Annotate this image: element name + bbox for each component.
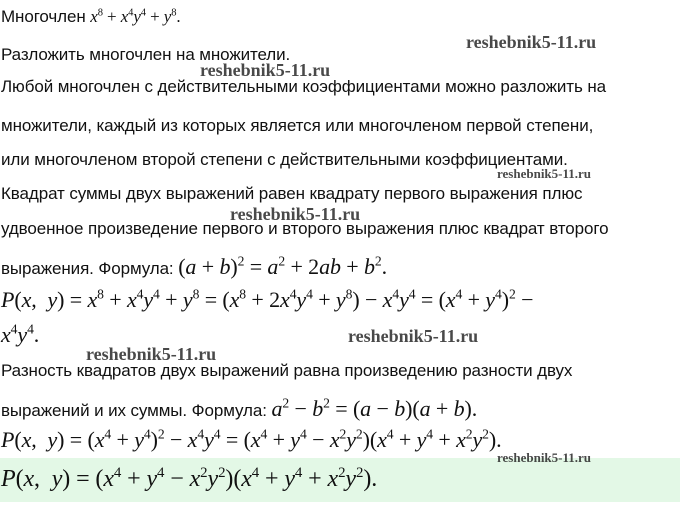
equation-1-cont: $x^4y^4$. [1,321,40,347]
para1-line: множители, каждый из которых является или многочленом первой степени, [1,116,594,135]
watermark: reshebnik5-11.ru [86,344,217,364]
para2-line: удвоенное произведение первого и второго выражения плюс квадрат второго [1,219,609,238]
equation-1: P(x, $y) = x^8 + x^4y^4 + y^8 = (x^8 + 2x^4y^4 + y^8) - x^4y^4 = (x^4 + y^4)^2$ − [1,286,534,312]
task-text: Разложить многочлен на множители. [1,45,291,64]
problem-title [1,6,181,28]
para3-formula-line [1,396,477,422]
watermark: reshebnik5-11.ru [200,60,331,80]
para2-line: Квадрат суммы двух выражений равен квадрату первого выражения плюс [1,184,583,203]
watermark: reshebnik5-11.ru [497,450,592,465]
title-formula: $x^8 + x^4y^4 + y^8$. [90,7,181,26]
para2-end-text: выражения. Формула: [1,259,174,278]
watermark: reshebnik5-11.ru [466,32,597,52]
para3-line: Разность квадратов двух выражений равна произведению разности двух [1,361,573,380]
para1-line: или многочленом второй степени с действительными коэффициентами. [1,150,568,169]
watermark: reshebnik5-11.ru [230,204,361,224]
watermark: reshebnik5-11.ru [497,166,592,181]
square-sum-formula: $(a + b)^2 = a^2 + 2ab + b^2$. [178,253,388,279]
watermark: reshebnik5-11.ru [348,326,479,346]
final-answer: P(x, $y) = (x^4 + y^4 - x^2y^2)(x^4 + y^4 + x^2y^2)$. [1,464,378,492]
title-label: Многочлен [1,7,86,26]
diff-squares-formula: $a^2 - b^2 = (a - b)(a + b)$. [271,395,478,421]
para3-end-text: выражений и их суммы. Формула: [1,401,267,420]
para1-line: Любой многочлен с действительными коэффициентами можно разложить на [1,77,607,96]
para2-formula-line [1,254,387,280]
equation-2: P(x, $y) = (x^4 + y^4)^2 - x^4y^4 = (x^4 + y^4 - x^2y^2)(x^4 + y^4 + x^2y^2)$. [1,426,502,452]
